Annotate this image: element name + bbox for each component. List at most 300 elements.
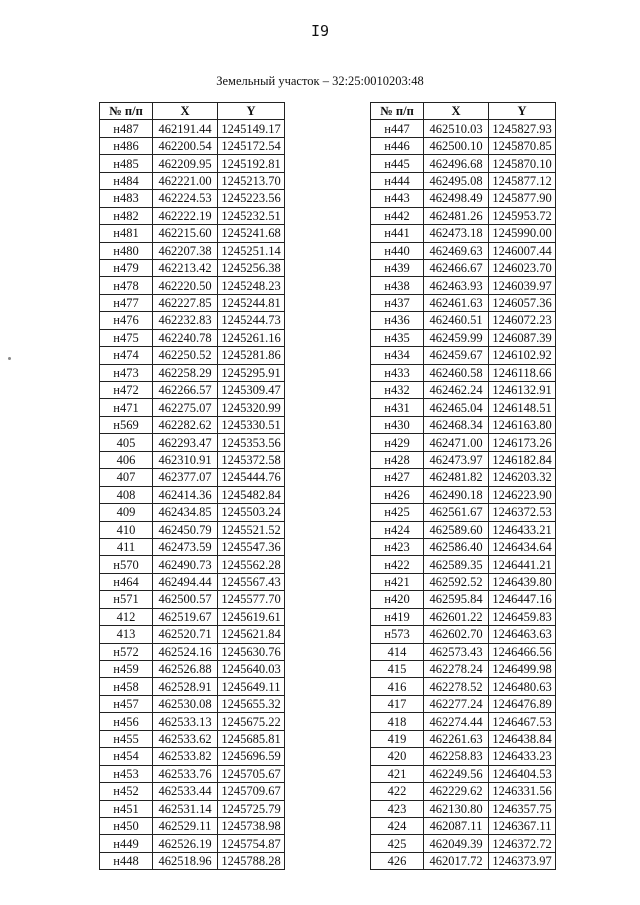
table-row: [100, 137, 285, 154]
cell-y: 1245248.23: [218, 277, 285, 294]
cell-x: 462278.24: [424, 661, 489, 678]
cell-y: 1245281.86: [218, 347, 285, 364]
cell-point-number: 422: [371, 783, 424, 800]
cell-y: 1245562.28: [218, 556, 285, 573]
cell-point-number: н479: [100, 259, 153, 276]
table-row: [371, 591, 556, 608]
cell-point-number: н427: [371, 469, 424, 486]
cell-y: 1246148.51: [489, 399, 556, 416]
table-row: [100, 591, 285, 608]
table-row: [100, 556, 285, 573]
document-title: Земельный участок – 32:25:0010203:48: [216, 74, 424, 88]
cell-y: 1245754.87: [218, 835, 285, 852]
cell-x: 462278.52: [424, 678, 489, 695]
cell-point-number: 423: [371, 800, 424, 817]
cell-x: 462526.19: [153, 835, 218, 852]
cell-x: 462087.11: [424, 817, 489, 834]
cell-y: 1245261.16: [218, 329, 285, 346]
cell-y: 1246223.90: [489, 486, 556, 503]
cell-x: 462589.35: [424, 556, 489, 573]
cell-x: 462528.91: [153, 678, 218, 695]
table-row: [371, 364, 556, 381]
cell-x: 462601.22: [424, 608, 489, 625]
cell-x: 462461.63: [424, 294, 489, 311]
table-row: [371, 277, 556, 294]
cell-x: 462232.83: [153, 312, 218, 329]
cell-x: 462310.91: [153, 451, 218, 468]
cell-y: 1246007.44: [489, 242, 556, 259]
table-row: [100, 294, 285, 311]
table-row: [371, 225, 556, 242]
cell-x: 462450.79: [153, 521, 218, 538]
cell-x: 462496.68: [424, 155, 489, 172]
cell-point-number: н424: [371, 521, 424, 538]
cell-point-number: н420: [371, 591, 424, 608]
cell-x: 462258.83: [424, 748, 489, 765]
table-row: [100, 504, 285, 521]
cell-x: 462530.08: [153, 695, 218, 712]
cell-y: 1245630.76: [218, 643, 285, 660]
cell-y: 1245320.99: [218, 399, 285, 416]
cell-point-number: н454: [100, 748, 153, 765]
cell-point-number: н481: [100, 225, 153, 242]
cell-point-number: 413: [100, 626, 153, 643]
cell-y: 1246433.23: [489, 748, 556, 765]
cell-y: 1245192.81: [218, 155, 285, 172]
table-row: [371, 817, 556, 834]
cell-x: 462490.73: [153, 556, 218, 573]
cell-point-number: н473: [100, 364, 153, 381]
table-row: [100, 155, 285, 172]
cell-point-number: н571: [100, 591, 153, 608]
cell-x: 462274.44: [424, 713, 489, 730]
table-row: [371, 835, 556, 852]
cell-y: 1246372.53: [489, 504, 556, 521]
table-row: [100, 748, 285, 765]
table-row: [371, 713, 556, 730]
cell-x: 462200.54: [153, 137, 218, 154]
cell-x: 462468.34: [424, 416, 489, 433]
cell-x: 462592.52: [424, 573, 489, 590]
cell-x: 462595.84: [424, 591, 489, 608]
table-row: [371, 416, 556, 433]
cell-y: 1245870.85: [489, 137, 556, 154]
cell-y: 1245444.76: [218, 469, 285, 486]
table-row: [371, 643, 556, 660]
table-row: [371, 382, 556, 399]
cell-x: 462533.44: [153, 783, 218, 800]
cell-x: 462258.29: [153, 364, 218, 381]
cell-point-number: н435: [371, 329, 424, 346]
cell-point-number: н482: [100, 207, 153, 224]
cell-y: 1246057.36: [489, 294, 556, 311]
cell-point-number: н443: [371, 190, 424, 207]
cell-point-number: 411: [100, 538, 153, 555]
table-row: [100, 538, 285, 555]
cell-point-number: н478: [100, 277, 153, 294]
cell-point-number: 425: [371, 835, 424, 852]
table-row: [100, 486, 285, 503]
table-row: [100, 678, 285, 695]
header-number: № п/п: [371, 103, 424, 120]
table-row: [100, 608, 285, 625]
table-row: [100, 242, 285, 259]
cell-point-number: н487: [100, 120, 153, 137]
table-header-row: [100, 103, 285, 120]
cell-point-number: н440: [371, 242, 424, 259]
cell-x: 462207.38: [153, 242, 218, 259]
cell-point-number: н447: [371, 120, 424, 137]
table-body-left: [100, 120, 285, 870]
table-row: [100, 469, 285, 486]
table-body-right: [371, 120, 556, 870]
cell-point-number: н446: [371, 137, 424, 154]
cell-x: 462573.43: [424, 643, 489, 660]
table-row: [100, 800, 285, 817]
cell-point-number: 416: [371, 678, 424, 695]
table-row: [371, 783, 556, 800]
cell-x: 462495.08: [424, 172, 489, 189]
cell-y: 1246439.80: [489, 573, 556, 590]
cell-point-number: н455: [100, 730, 153, 747]
table-row: [100, 451, 285, 468]
cell-y: 1245251.14: [218, 242, 285, 259]
cell-x: 462518.96: [153, 852, 218, 869]
table-row: [100, 225, 285, 242]
cell-point-number: н475: [100, 329, 153, 346]
cell-y: 1246467.53: [489, 713, 556, 730]
cell-y: 1246357.75: [489, 800, 556, 817]
cell-point-number: н438: [371, 277, 424, 294]
cell-y: 1246331.56: [489, 783, 556, 800]
cell-y: 1246182.84: [489, 451, 556, 468]
cell-y: 1245330.51: [218, 416, 285, 433]
cell-x: 462222.19: [153, 207, 218, 224]
cell-y: 1245244.73: [218, 312, 285, 329]
table-row: [371, 538, 556, 555]
cell-y: 1246102.92: [489, 347, 556, 364]
cell-point-number: н429: [371, 434, 424, 451]
table-row: [371, 451, 556, 468]
table-row: [371, 242, 556, 259]
table-row: [100, 399, 285, 416]
cell-y: 1246459.83: [489, 608, 556, 625]
cell-point-number: н426: [371, 486, 424, 503]
cell-x: 462266.57: [153, 382, 218, 399]
cell-x: 462473.59: [153, 538, 218, 555]
cell-x: 462471.00: [424, 434, 489, 451]
header-y: Y: [218, 103, 285, 120]
cell-x: 462460.58: [424, 364, 489, 381]
cell-point-number: 409: [100, 504, 153, 521]
cell-point-number: н421: [371, 573, 424, 590]
cell-point-number: 419: [371, 730, 424, 747]
cell-point-number: н474: [100, 347, 153, 364]
table-row: [371, 155, 556, 172]
cell-y: 1245547.36: [218, 538, 285, 555]
cell-y: 1245655.32: [218, 695, 285, 712]
cell-point-number: 408: [100, 486, 153, 503]
table-row: [100, 783, 285, 800]
table-row: [371, 852, 556, 869]
table-row: [100, 643, 285, 660]
cell-y: 1246372.72: [489, 835, 556, 852]
cell-point-number: н419: [371, 608, 424, 625]
cell-x: 462224.53: [153, 190, 218, 207]
table-row: [371, 312, 556, 329]
table-row: [371, 294, 556, 311]
cell-point-number: н472: [100, 382, 153, 399]
table-row: [371, 573, 556, 590]
table-row: [100, 329, 285, 346]
cell-y: 1245149.17: [218, 120, 285, 137]
cell-point-number: н458: [100, 678, 153, 695]
cell-point-number: 415: [371, 661, 424, 678]
cell-point-number: н431: [371, 399, 424, 416]
cell-y: 1246023.70: [489, 259, 556, 276]
cell-x: 462249.56: [424, 765, 489, 782]
table-row: [100, 730, 285, 747]
cell-y: 1245705.67: [218, 765, 285, 782]
cell-x: 462459.99: [424, 329, 489, 346]
cell-point-number: н432: [371, 382, 424, 399]
cell-y: 1246499.98: [489, 661, 556, 678]
cell-y: 1246118.66: [489, 364, 556, 381]
cell-y: 1245788.28: [218, 852, 285, 869]
cell-y: 1246404.53: [489, 765, 556, 782]
cell-point-number: 412: [100, 608, 153, 625]
table-row: [100, 852, 285, 869]
table-row: [371, 730, 556, 747]
table-row: [371, 469, 556, 486]
cell-point-number: н452: [100, 783, 153, 800]
cell-x: 462469.63: [424, 242, 489, 259]
cell-x: 462481.26: [424, 207, 489, 224]
cell-x: 462533.82: [153, 748, 218, 765]
cell-x: 462209.95: [153, 155, 218, 172]
cell-point-number: 407: [100, 469, 153, 486]
cell-x: 462498.49: [424, 190, 489, 207]
cell-x: 462490.18: [424, 486, 489, 503]
cell-point-number: 417: [371, 695, 424, 712]
cell-x: 462500.57: [153, 591, 218, 608]
cell-y: 1245172.54: [218, 137, 285, 154]
cell-x: 462460.51: [424, 312, 489, 329]
cell-point-number: н456: [100, 713, 153, 730]
cell-x: 462473.97: [424, 451, 489, 468]
cell-point-number: 421: [371, 765, 424, 782]
cell-y: 1246039.97: [489, 277, 556, 294]
cell-y: 1246173.26: [489, 434, 556, 451]
cell-y: 1245223.56: [218, 190, 285, 207]
cell-y: 1245649.11: [218, 678, 285, 695]
cell-x: 462293.47: [153, 434, 218, 451]
cell-x: 462240.78: [153, 329, 218, 346]
cell-x: 462191.44: [153, 120, 218, 137]
cell-y: 1245577.70: [218, 591, 285, 608]
table-row: [100, 207, 285, 224]
cell-x: 462586.40: [424, 538, 489, 555]
cell-point-number: н573: [371, 626, 424, 643]
cell-y: 1245567.43: [218, 573, 285, 590]
cell-x: 462481.82: [424, 469, 489, 486]
cell-x: 462215.60: [153, 225, 218, 242]
cell-x: 462531.14: [153, 800, 218, 817]
cell-y: 1246434.64: [489, 538, 556, 555]
cell-point-number: н451: [100, 800, 153, 817]
table-row: [371, 608, 556, 625]
cell-y: 1246367.11: [489, 817, 556, 834]
table-row: [371, 800, 556, 817]
cell-x: 462561.67: [424, 504, 489, 521]
cell-y: 1245309.47: [218, 382, 285, 399]
table-row: [100, 347, 285, 364]
cell-point-number: н453: [100, 765, 153, 782]
cell-x: 462524.16: [153, 643, 218, 660]
cell-point-number: н449: [100, 835, 153, 852]
cell-y: 1245244.81: [218, 294, 285, 311]
cell-point-number: н437: [371, 294, 424, 311]
cell-point-number: н572: [100, 643, 153, 660]
cell-point-number: н436: [371, 312, 424, 329]
cell-y: 1245619.61: [218, 608, 285, 625]
cell-x: 462377.07: [153, 469, 218, 486]
cell-point-number: н483: [100, 190, 153, 207]
cell-point-number: н428: [371, 451, 424, 468]
table-row: [100, 626, 285, 643]
cell-x: 462520.71: [153, 626, 218, 643]
table-row: [371, 504, 556, 521]
table-row: [371, 556, 556, 573]
table-row: [100, 661, 285, 678]
cell-point-number: н569: [100, 416, 153, 433]
cell-y: 1246072.23: [489, 312, 556, 329]
cell-point-number: н430: [371, 416, 424, 433]
cell-point-number: н480: [100, 242, 153, 259]
cell-x: 462213.42: [153, 259, 218, 276]
table-row: [371, 626, 556, 643]
cell-x: 462533.62: [153, 730, 218, 747]
cell-y: 1246163.80: [489, 416, 556, 433]
cell-y: 1245953.72: [489, 207, 556, 224]
cell-point-number: н425: [371, 504, 424, 521]
margin-dot: [8, 357, 11, 360]
cell-point-number: н439: [371, 259, 424, 276]
cell-point-number: н484: [100, 172, 153, 189]
table-row: [100, 190, 285, 207]
table-row: [100, 259, 285, 276]
coordinates-table-right: [370, 102, 556, 870]
cell-x: 462277.24: [424, 695, 489, 712]
cell-y: 1245621.84: [218, 626, 285, 643]
cell-point-number: н464: [100, 573, 153, 590]
table-row: [371, 259, 556, 276]
cell-x: 462459.67: [424, 347, 489, 364]
cell-y: 1245295.91: [218, 364, 285, 381]
cell-x: 462049.39: [424, 835, 489, 852]
table-row: [371, 172, 556, 189]
cell-y: 1245738.98: [218, 817, 285, 834]
cell-x: 462250.52: [153, 347, 218, 364]
coordinates-table-left: [99, 102, 285, 870]
table-row: [100, 382, 285, 399]
cell-y: 1245696.59: [218, 748, 285, 765]
cell-y: 1245521.52: [218, 521, 285, 538]
table-row: [100, 835, 285, 852]
cell-x: 462229.62: [424, 783, 489, 800]
cell-x: 462282.62: [153, 416, 218, 433]
cell-y: 1245877.12: [489, 172, 556, 189]
cell-point-number: н450: [100, 817, 153, 834]
cell-x: 462465.04: [424, 399, 489, 416]
cell-y: 1245256.38: [218, 259, 285, 276]
header-y: Y: [489, 103, 556, 120]
cell-y: 1245709.67: [218, 783, 285, 800]
cell-y: 1246463.63: [489, 626, 556, 643]
cell-x: 462494.44: [153, 573, 218, 590]
cell-point-number: н422: [371, 556, 424, 573]
table-row: [100, 817, 285, 834]
cell-y: 1246203.32: [489, 469, 556, 486]
cell-point-number: н471: [100, 399, 153, 416]
cell-y: 1245213.70: [218, 172, 285, 189]
cell-point-number: н448: [100, 852, 153, 869]
cell-y: 1245877.90: [489, 190, 556, 207]
cell-x: 462529.11: [153, 817, 218, 834]
cell-point-number: н444: [371, 172, 424, 189]
cell-point-number: 418: [371, 713, 424, 730]
page-number: I9: [310, 22, 330, 40]
cell-point-number: н457: [100, 695, 153, 712]
cell-x: 462533.13: [153, 713, 218, 730]
cell-y: 1245870.10: [489, 155, 556, 172]
cell-y: 1246438.84: [489, 730, 556, 747]
cell-x: 462526.88: [153, 661, 218, 678]
table-header-row: [371, 103, 556, 120]
cell-y: 1245482.84: [218, 486, 285, 503]
cell-y: 1245232.51: [218, 207, 285, 224]
table-row: [100, 120, 285, 137]
cell-point-number: н570: [100, 556, 153, 573]
cell-y: 1246441.21: [489, 556, 556, 573]
cell-y: 1245827.93: [489, 120, 556, 137]
table-row: [371, 521, 556, 538]
table-row: [371, 765, 556, 782]
table-row: [371, 190, 556, 207]
cell-point-number: н445: [371, 155, 424, 172]
table-row: [100, 434, 285, 451]
cell-x: 462473.18: [424, 225, 489, 242]
cell-point-number: н442: [371, 207, 424, 224]
cell-y: 1245685.81: [218, 730, 285, 747]
cell-x: 462533.76: [153, 765, 218, 782]
table-row: [100, 713, 285, 730]
cell-y: 1245503.24: [218, 504, 285, 521]
cell-point-number: н485: [100, 155, 153, 172]
cell-point-number: н441: [371, 225, 424, 242]
cell-x: 462414.36: [153, 486, 218, 503]
table-row: [371, 347, 556, 364]
table-row: [371, 661, 556, 678]
cell-x: 462510.03: [424, 120, 489, 137]
cell-point-number: н433: [371, 364, 424, 381]
cell-point-number: н477: [100, 294, 153, 311]
cell-x: 462434.85: [153, 504, 218, 521]
cell-x: 462462.24: [424, 382, 489, 399]
cell-x: 462221.00: [153, 172, 218, 189]
cell-point-number: н486: [100, 137, 153, 154]
cell-y: 1246447.16: [489, 591, 556, 608]
